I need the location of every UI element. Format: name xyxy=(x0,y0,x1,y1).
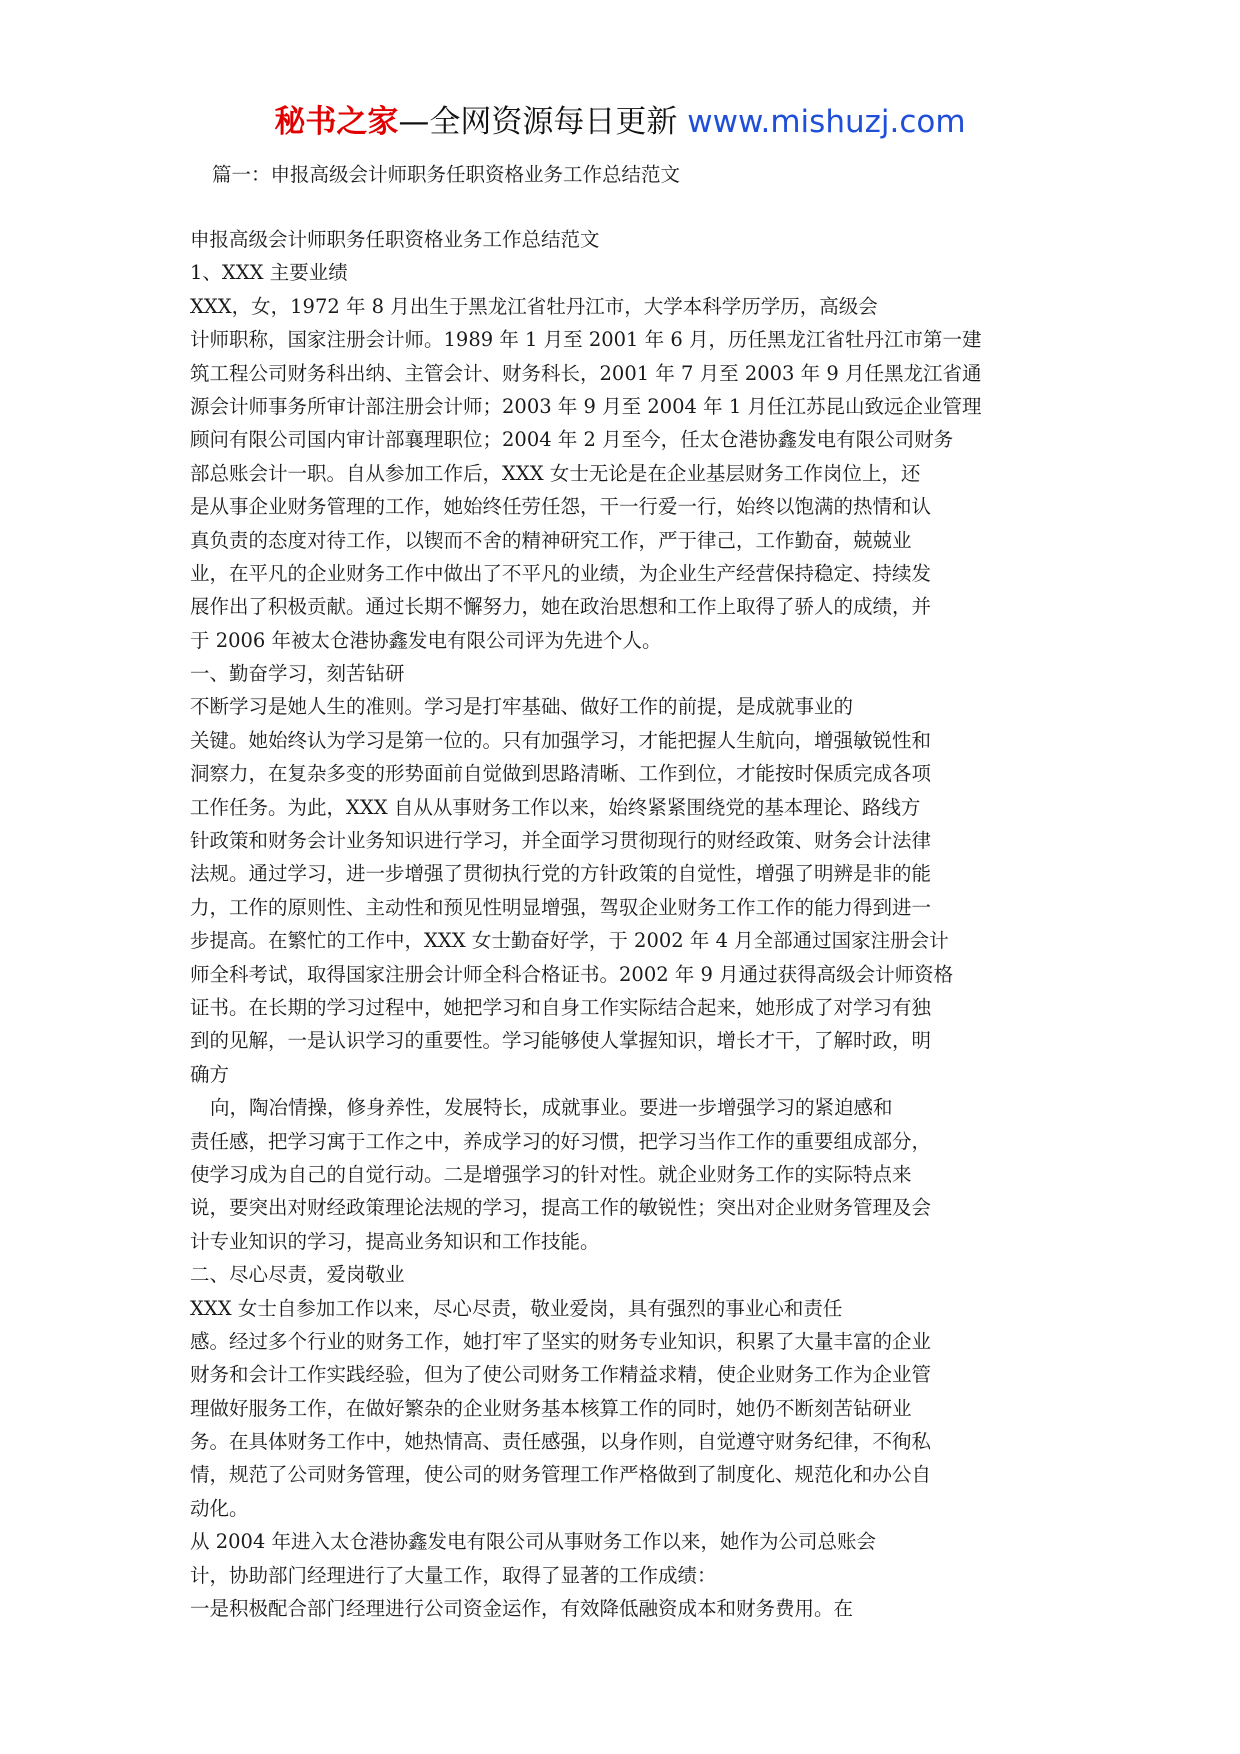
body-line: XXX 女士自参加工作以来，尽心尽责，敬业爱岗，具有强烈的事业心和责任 xyxy=(190,1296,843,1320)
body-line: 源会计师事务所审计部注册会计师；2003 年 9 月至 2004 年 1 月任江苏昆山致远企业管理 xyxy=(190,394,982,418)
body-line: 确方 xyxy=(190,1062,230,1086)
body-line: 申报高级会计师职务任职资格业务工作总结范文 xyxy=(190,228,600,251)
body-line: XXX，女，1972 年 8 月出生于黑龙江省牡丹江市，大学本科学历学历，高级会 xyxy=(190,294,878,318)
body-line: 到的见解，一是认识学习的重要性。学习能够使人掌握知识，增长才干，了解时政，明 xyxy=(190,1029,932,1053)
body-line: 展作出了积极贡献。通过长期不懈努力，她在政治思想和工作上取得了骄人的成绩，并 xyxy=(190,595,932,619)
body-line: 理做好服务工作，在做好繁杂的企业财务基本核算工作的同时，她仍不断刻苦钻研业 xyxy=(190,1396,912,1420)
body-line: 证书。在长期的学习过程中，她把学习和自身工作实际结合起来，她形成了对学习有独 xyxy=(190,995,932,1019)
site-url-link[interactable]: www.mishuzj.com xyxy=(687,104,966,140)
document-title: 篇一：申报高级会计师职务任职资格业务工作总结范文 xyxy=(212,163,681,186)
body-line: 计，协助部门经理进行了大量工作，取得了显著的工作成绩： xyxy=(190,1563,717,1587)
body-line: 顾问有限公司国内审计部襄理职位；2004 年 2 月至今，任太仓港协鑫发电有限公司财务 xyxy=(190,428,954,452)
body-line: 真负责的态度对待工作，以锲而不舍的精神研究工作，严于律己，工作勤奋，兢兢业 xyxy=(190,528,912,552)
brand-name: 秘书之家 xyxy=(274,104,399,140)
body-line: 力，工作的原则性、主动性和预见性明显增强，驾驭企业财务工作工作的能力得到进一 xyxy=(190,895,932,919)
body-line: 师全科考试，取得国家注册会计师全科合格证书。2002 年 9 月通过获得高级会计师资格 xyxy=(190,962,954,986)
body-line: 务。在具体财务工作中，她热情高、责任感强，以身作则，自觉遵守财务纪律，不徇私 xyxy=(190,1430,932,1454)
body-line: 一是积极配合部门经理进行公司资金运作，有效降低融资成本和财务费用。在 xyxy=(190,1597,854,1621)
body-line: 针政策和财务会计业务知识进行学习，并全面学习贯彻现行的财经政策、财务会计法律 xyxy=(190,829,932,853)
header-slogan: —全网资源每日更新 xyxy=(398,104,678,140)
body-line: 关键。她始终认为学习是第一位的。只有加强学习，才能把握人生航向，增强敏锐性和 xyxy=(190,728,932,752)
body-line: 是从事企业财务管理的工作，她始终任劳任怨，干一行爱一行，始终以饱满的热情和认 xyxy=(190,495,932,519)
body-line: 法规。通过学习，进一步增强了贯彻执行党的方针政策的自觉性，增强了明辨是非的能 xyxy=(190,862,932,886)
body-line: 说，要突出对财经政策理论法规的学习，提高工作的敏锐性；突出对企业财务管理及会 xyxy=(190,1196,932,1220)
body-line: 洞察力，在复杂多变的形势面前自觉做到思路清晰、工作到位，才能按时保质完成各项 xyxy=(190,762,932,786)
body-line: 步提高。在繁忙的工作中，XXX 女士勤奋好学，于 2002 年 4 月全部通过国家注册会计 xyxy=(190,929,949,953)
section-heading: 1、XXX 主要业绩 xyxy=(190,261,348,285)
site-header xyxy=(0,100,1240,144)
body-line: 责任感，把学习寓于工作之中，养成学习的好习惯，把学习当作工作的重要组成部分， xyxy=(190,1129,932,1153)
body-line: 业，在平凡的企业财务工作中做出了不平凡的业绩，为企业生产经营保持稳定、持续发 xyxy=(190,561,932,585)
body-line: 动化。 xyxy=(190,1496,249,1520)
body-line: 计师职称，国家注册会计师。1989 年 1 月至 2001 年 6 月，历任黑龙江省牡丹江市第一建 xyxy=(190,328,982,352)
section-heading: 一、勤奋学习，刻苦钻研 xyxy=(190,662,405,686)
body-line: 部总账会计一职。自从参加工作后，XXX 女士无论是在企业基层财务工作岗位上，还 xyxy=(190,461,921,485)
body-line: 感。经过多个行业的财务工作，她打牢了坚实的财务专业知识，积累了大量丰富的企业 xyxy=(190,1329,932,1353)
body-line: 筑工程公司财务科出纳、主管会计、财务科长，2001 年 7 月至 2003 年 9 月任黑龙江省通 xyxy=(190,361,982,385)
body-line: 使学习成为自己的自觉行动。二是增强学习的针对性。就企业财务工作的实际特点来 xyxy=(190,1162,912,1186)
body-line: 情，规范了公司财务管理，使公司的财务管理工作严格做到了制度化、规范化和办公自 xyxy=(190,1463,932,1487)
body-line: 从 2004 年进入太仓港协鑫发电有限公司从事财务工作以来，她作为公司总账会 xyxy=(190,1530,877,1554)
body-line: 于 2006 年被太仓港协鑫发电有限公司评为先进个人。 xyxy=(190,628,662,652)
section-heading: 二、尽心尽责，爱岗敬业 xyxy=(190,1263,405,1287)
document-body xyxy=(190,223,1070,1625)
body-line: 向，陶冶情操，修身养性，发展特长，成就事业。要进一步增强学习的紧迫感和 xyxy=(210,1096,893,1120)
body-line: 不断学习是她人生的准则。学习是打牢基础、做好工作的前提，是成就事业的 xyxy=(190,695,854,719)
body-line: 财务和会计工作实践经验，但为了使公司财务工作精益求精，使企业财务工作为企业管 xyxy=(190,1363,932,1387)
body-line: 计专业知识的学习，提高业务知识和工作技能。 xyxy=(190,1229,600,1253)
body-line: 工作任务。为此，XXX 自从从事财务工作以来，始终紧紧围绕党的基本理论、路线方 xyxy=(190,795,921,819)
